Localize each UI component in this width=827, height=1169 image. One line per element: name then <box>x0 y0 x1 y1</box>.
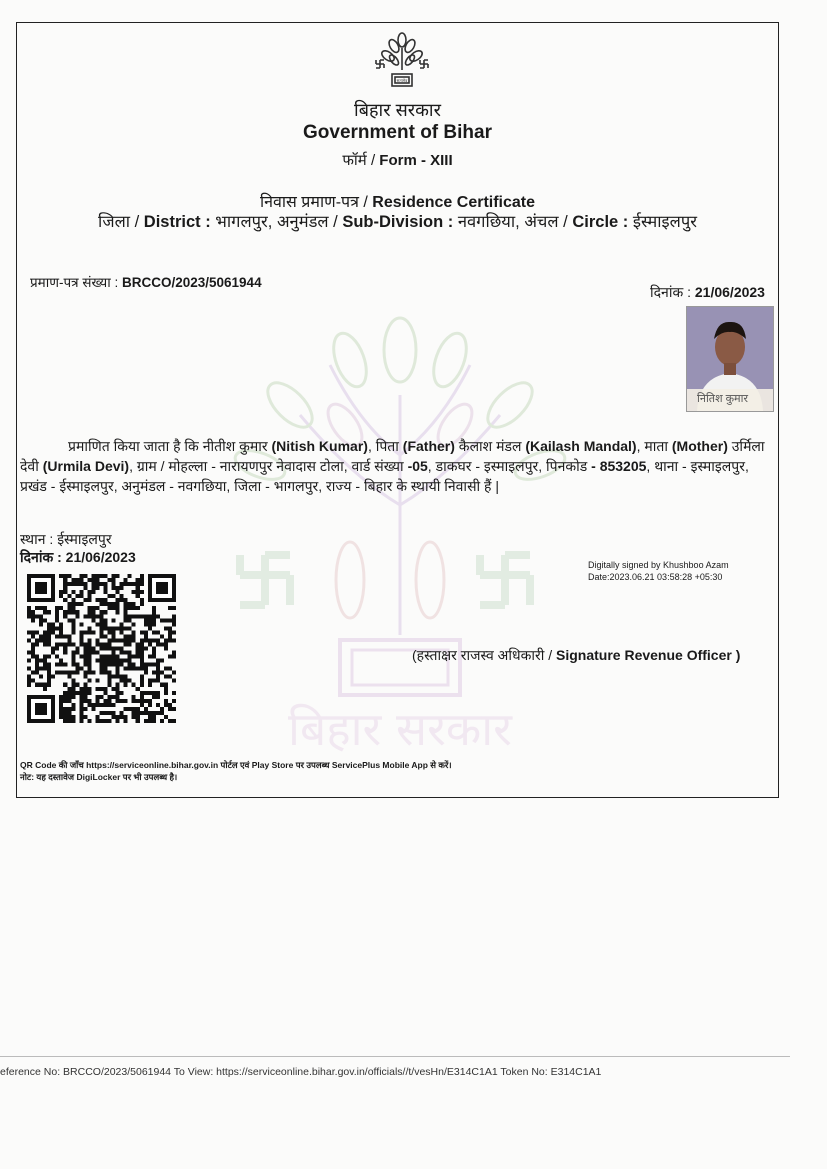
certificate-body: प्रमाणित किया जाता है कि नीतीश कुमार (Nitish Kumar), पिता (Father) कैलाश मंडल (Kailash Mandal), माता (Mother) उर्मिला देवी (Urmila Devi), ग्राम / मोहल्ला - नारायणपुर नेवादास टोला, वार्ड संख्या -05, डाकघर - इस्माइलपुर, पिनकोड - 853205, थाना - इस्माइलपुर, प्रखंड - ईस्माइलपुर, अनुमंडल - नवगछिया, जिला - भागलपुर, राज्य - बिहार के स्थायी निवासी हैं | <box>20 438 765 494</box>
qr-verification-note: QR Code की जाँच https://serviceonline.bihar.gov.in पोर्टल एवं Play Store पर उपलब्ध ServicePlus Mobile App से करें। <box>20 760 452 770</box>
govt-hindi-title: बिहार सरकार <box>354 100 441 120</box>
signature-line: (हस्ताक्षर राजस्व अधिकारी / Signature Revenue Officer ) <box>412 647 741 663</box>
footer-divider <box>0 1056 790 1057</box>
form-number: फॉर्म / Form - XIII <box>342 152 453 169</box>
digital-signature: Digitally signed by Khushboo Azam Date:2023.06.21 03:58:28 +05:30 <box>588 560 729 582</box>
district-line: जिला / District : भागलपुर, अनुमंडल / Sub-Division : नवगछिया, अंचल / Circle : ईस्माइलपुर <box>98 213 697 231</box>
certificate-date: दिनांक : 21/06/2023 <box>650 284 765 300</box>
place: स्थान : ईस्माइलपुर <box>20 531 112 547</box>
certificate-title: निवास प्रमाण-पत्र / Residence Certificate <box>259 194 536 211</box>
applicant-photo <box>686 306 774 412</box>
footer-date: दिनांक : 21/06/2023 <box>20 549 136 565</box>
certificate-number: प्रमाण-पत्र संख्या : BRCCO/2023/5061944 <box>30 275 262 290</box>
digilocker-note: नोट: यह दस्तावेज DigiLocker पर भी उपलब्ध है। <box>20 772 178 782</box>
watermark-emblem <box>230 305 570 765</box>
reference-line: eference No: BRCCO/2023/5061944 To View: https://serviceonline.bihar.gov.in/officials//t/vesHn/E314C1A1 Token No: E314C1A1 <box>0 1066 602 1078</box>
svg-text:बिहार सरकार: बिहार सरकार <box>288 702 512 756</box>
svg-text:सत्यमेव: सत्यमेव <box>396 78 408 83</box>
bihar-emblem-icon <box>370 30 434 94</box>
govt-english-title: Government of Bihar <box>303 122 492 143</box>
photo-signature: नितिश कुमार <box>697 393 748 405</box>
qr-code-icon[interactable] <box>26 574 177 723</box>
